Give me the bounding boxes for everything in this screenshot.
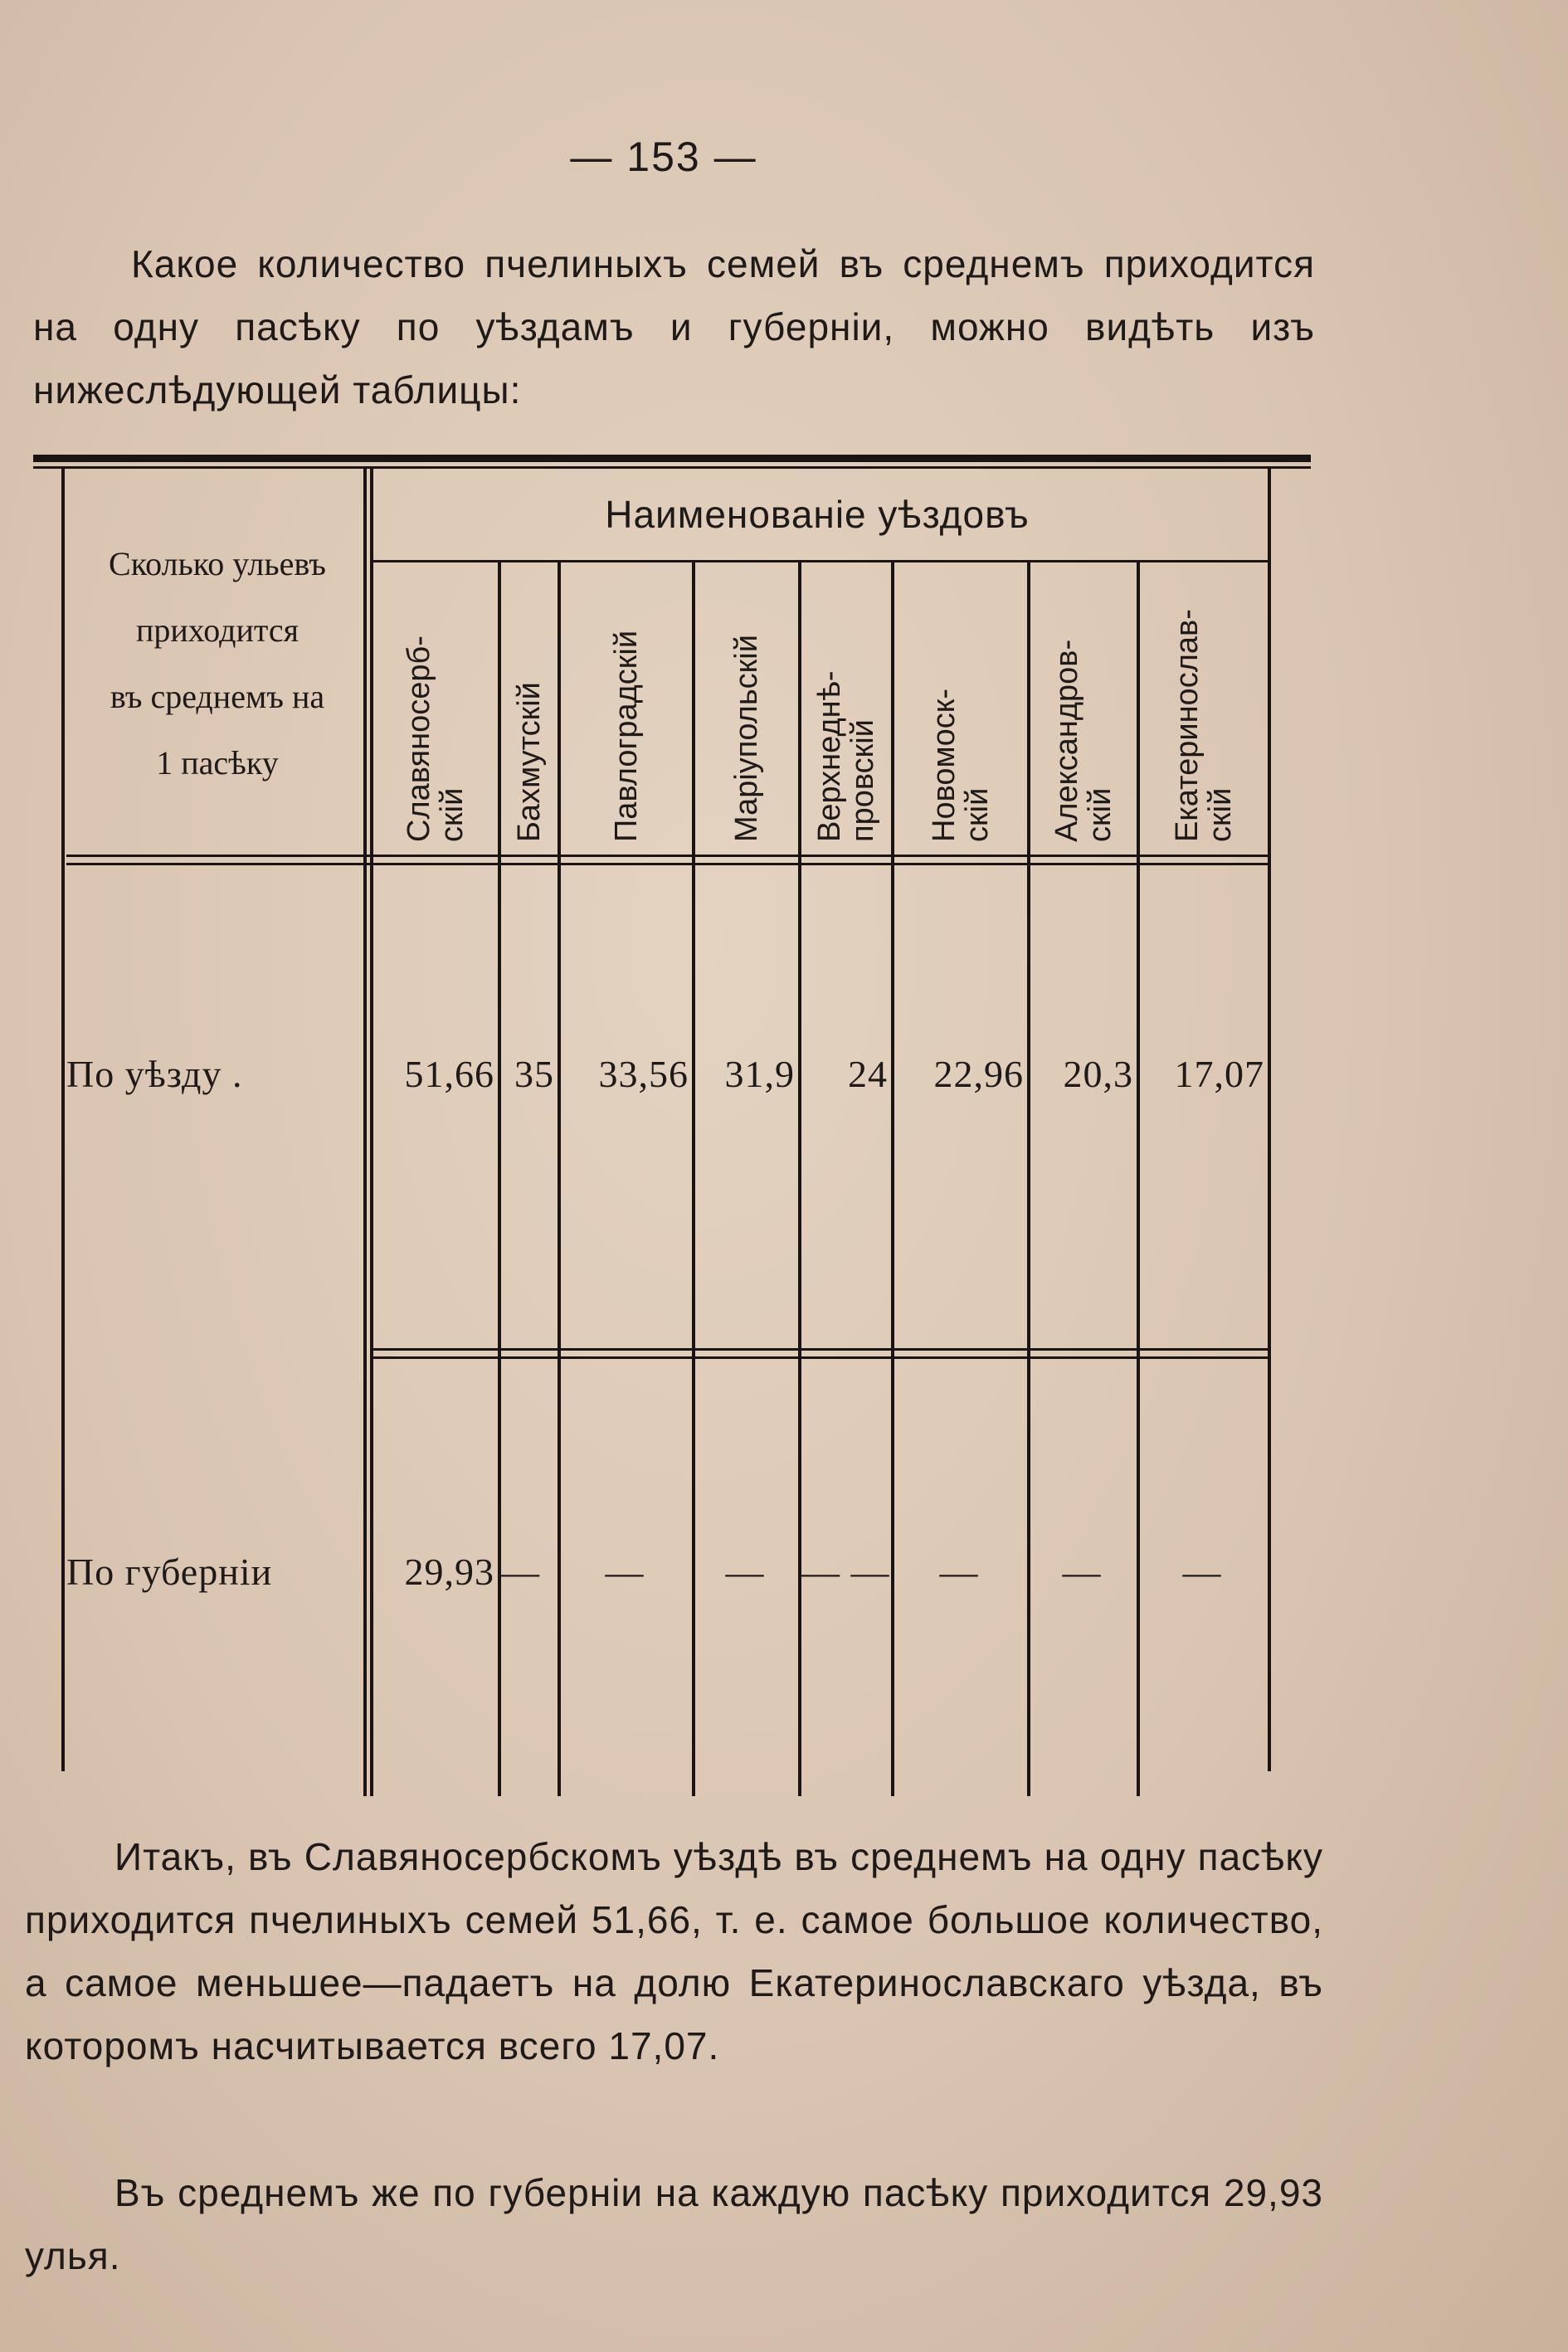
table-cell: — xyxy=(1182,1551,1222,1593)
column-header-label: Славяносерб- скій xyxy=(402,635,470,842)
table-cell: 22,96 xyxy=(933,1053,1024,1095)
column-header-label: Маріупольскій xyxy=(729,635,764,842)
stub-header-line: Сколько ульевъ xyxy=(109,545,326,582)
column-header-label: Александров- скій xyxy=(1049,639,1118,842)
group-header-rule xyxy=(370,560,1268,562)
table-top-rule xyxy=(33,455,1311,462)
table-cell: — — xyxy=(801,1551,890,1593)
table-cell: 51,66 xyxy=(404,1053,494,1095)
column-header-label: Павлоградскій xyxy=(609,630,644,842)
table-left-border xyxy=(61,469,65,1771)
stub-header-line: въ среднемъ на xyxy=(110,678,325,715)
summary-paragraph: Итакъ, въ Славяносербскомъ уѣздѣ въ среднемъ на одну пасѣку приходится пчелиныхъ семей 51,66, т. е. самое большое количество, а самое меньшее—падаетъ на долю Екатеринославскаго уѣзда, въ которомъ насчитывается всего 17,07. xyxy=(25,1835,1323,2067)
intro-paragraph: Какое количество пчелиныхъ семей въ среднемъ приходится на одну пасѣку по уѣздамъ и губерніи, можно видѣть изъ нижеслѣдующей таблицы: xyxy=(33,242,1315,411)
header-bottom-rule xyxy=(66,855,1268,857)
table-cell: 31,9 xyxy=(724,1053,795,1095)
table-cell: 20,3 xyxy=(1063,1053,1133,1095)
header-bottom-rule-2 xyxy=(66,863,1268,865)
table-top-rule-thin xyxy=(33,466,1311,469)
table-cell: 24 xyxy=(848,1053,888,1095)
column-header-label: Новомоск- скій xyxy=(927,688,995,842)
table-cell: 29,93 xyxy=(404,1551,494,1593)
stub-header-line: 1 пасѣку xyxy=(156,744,279,782)
group-header: Наименованіе уѣздовъ xyxy=(605,493,1030,536)
column-header xyxy=(695,564,798,846)
column-header xyxy=(373,564,498,846)
column-header-label: Екатеринослав- скій xyxy=(1170,609,1238,842)
page-number: — 153 — xyxy=(570,134,757,180)
table-cell: 17,07 xyxy=(1174,1053,1264,1095)
table-cell: — xyxy=(1062,1551,1102,1593)
table-cell: — xyxy=(501,1551,540,1593)
column-header xyxy=(561,564,692,846)
column-header xyxy=(1030,564,1137,846)
province-paragraph: Въ среднемъ же по губерніи на каждую пасѣку приходится 29,93 улья. xyxy=(25,2171,1323,2277)
table-cell: — xyxy=(605,1551,645,1593)
table-cell: 35 xyxy=(514,1053,554,1095)
stub-header-line: приходится xyxy=(135,611,299,649)
column-header xyxy=(894,564,1027,846)
table-cell: — xyxy=(725,1551,765,1593)
column-header xyxy=(1140,564,1268,846)
table-right-border xyxy=(1268,469,1271,1771)
column-header xyxy=(501,564,558,846)
column-header-label: Верхнеднѣ- провскій xyxy=(812,670,880,842)
row-separator-2 xyxy=(370,1356,1268,1359)
row-label: По губерніи xyxy=(66,1551,273,1593)
row-label: По уѣзду . xyxy=(66,1053,243,1095)
column-header xyxy=(801,564,891,846)
row-separator xyxy=(370,1348,1268,1351)
table-cell: 33,56 xyxy=(598,1053,689,1095)
column-header-label: Бахмутскій xyxy=(512,682,547,842)
table-cell: — xyxy=(939,1551,979,1593)
stub-header xyxy=(68,531,367,796)
